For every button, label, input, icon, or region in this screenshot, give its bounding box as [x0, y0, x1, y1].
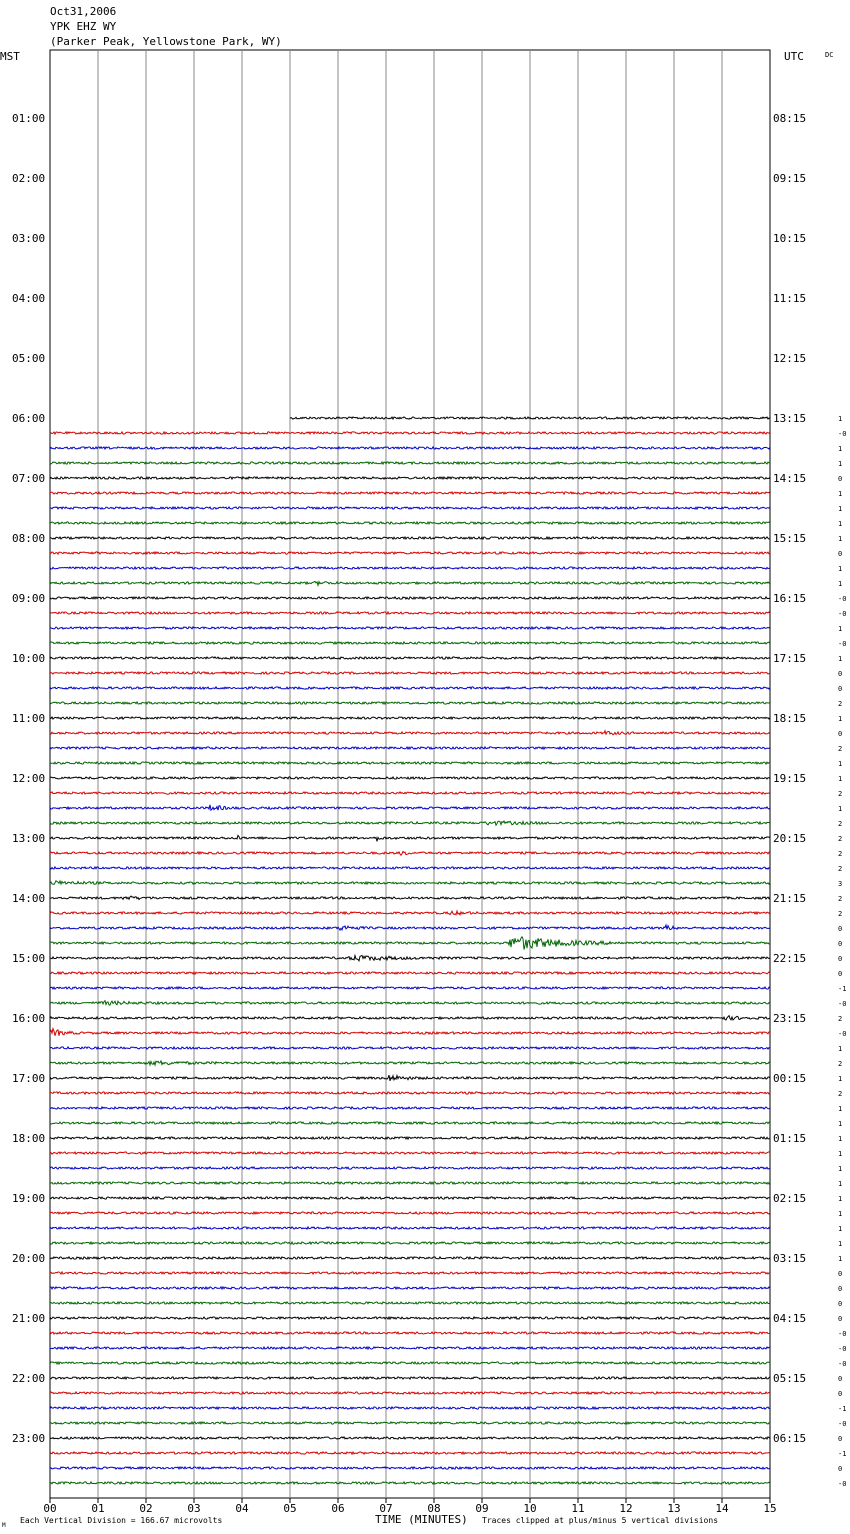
dc-offset-label: 1	[838, 415, 843, 423]
trace-row	[50, 925, 770, 930]
x-tick-label: 03	[187, 1502, 201, 1515]
trace-row	[50, 1016, 770, 1020]
dc-offset-label: 0	[838, 1285, 843, 1293]
left-hour-label: 17:00	[12, 1072, 46, 1085]
dc-offset-label: 2	[838, 1090, 843, 1098]
trace-row	[50, 1212, 770, 1214]
corner-mark: M	[2, 1522, 6, 1529]
trace-row	[50, 702, 770, 704]
x-tick-label: 08	[427, 1502, 441, 1515]
dc-offset-label: 0	[838, 730, 843, 738]
right-hour-label: 13:15	[773, 412, 807, 425]
trace-row	[50, 1001, 770, 1006]
trace-row	[50, 867, 770, 869]
trace-row	[50, 937, 770, 950]
left-hour-label: 03:00	[12, 232, 46, 245]
trace-group	[50, 417, 770, 1484]
right-hour-label: 01:15	[773, 1132, 807, 1145]
right-hour-label: 20:15	[773, 832, 807, 845]
dc-offset-label: 1	[838, 505, 843, 513]
dc-offset-label: -0	[838, 1330, 847, 1338]
dc-offset-label: 2	[838, 700, 843, 708]
footer-scale-note: Each Vertical Division = 166.67 microvolts	[20, 1516, 223, 1525]
left-hour-label: 06:00	[12, 412, 46, 425]
left-hour-label: 01:00	[12, 112, 46, 125]
trace-row	[50, 597, 770, 599]
plot-frame	[50, 50, 770, 1498]
trace-row	[50, 1029, 770, 1036]
x-axis-label: TIME (MINUTES)	[375, 1513, 468, 1526]
left-hour-label: 08:00	[12, 532, 46, 545]
dc-offset-label: 1	[838, 1120, 843, 1128]
dc-offset-label: -0	[838, 430, 847, 438]
trace-row	[50, 1392, 770, 1394]
trace-row	[50, 1437, 770, 1439]
dc-offset-label: 2	[838, 1015, 843, 1023]
x-tick-label: 07	[379, 1502, 393, 1515]
dc-offset-label: 1	[838, 535, 843, 543]
trace-row	[50, 805, 770, 810]
trace-row	[50, 911, 770, 915]
dc-offset-label: -0	[838, 1480, 847, 1488]
left-hour-label: 15:00	[12, 952, 46, 965]
left-hour-label: 23:00	[12, 1432, 46, 1445]
right-hour-label: 04:15	[773, 1312, 807, 1325]
trace-row	[50, 1047, 770, 1049]
trace-row	[50, 492, 770, 494]
trace-row	[50, 821, 770, 825]
dc-offset-label: -1	[838, 1450, 847, 1458]
dc-offset-label: 1	[838, 1195, 843, 1203]
dc-offset-label: -0	[838, 595, 847, 603]
right-hour-label: 08:15	[773, 112, 807, 125]
left-hour-label: 20:00	[12, 1252, 46, 1265]
trace-row	[50, 1422, 770, 1424]
dc-offset-label: -0	[838, 610, 847, 618]
right-hour-label: 15:15	[773, 532, 807, 545]
right-hour-label: 02:15	[773, 1192, 807, 1205]
trace-row	[50, 1137, 770, 1139]
trace-row	[50, 731, 770, 735]
left-hour-label: 10:00	[12, 652, 46, 665]
dc-offset-label: 1	[838, 1150, 843, 1158]
dc-offset-label: 3	[838, 880, 843, 888]
left-hour-label: 07:00	[12, 472, 46, 485]
footer-clip-note: Traces clipped at plus/minus 5 vertical divisions	[482, 1516, 719, 1525]
trace-row	[50, 1197, 770, 1199]
dc-offset-label: 1	[838, 715, 843, 723]
dc-offset-label: 0	[838, 955, 843, 963]
dc-offset-label: 0	[838, 1375, 843, 1383]
right-hour-label: 14:15	[773, 472, 807, 485]
grid	[50, 50, 770, 1503]
x-tick-label: 04	[235, 1502, 249, 1515]
left-hour-label: 09:00	[12, 592, 46, 605]
trace-row	[50, 432, 770, 434]
dc-offset-label: -1	[838, 1405, 847, 1413]
right-hour-label: 16:15	[773, 592, 807, 605]
trace-row	[50, 522, 770, 524]
dc-offset-label: 1	[838, 445, 843, 453]
trace-row	[50, 777, 770, 779]
trace-row	[50, 462, 770, 464]
trace-row	[50, 507, 770, 509]
trace-row	[50, 1152, 770, 1154]
right-hour-label: 11:15	[773, 292, 807, 305]
trace-row	[50, 1227, 770, 1229]
x-tick-label: 06	[331, 1502, 345, 1515]
trace-row	[50, 672, 770, 674]
dc-offset-label: 1	[838, 490, 843, 498]
axis-labels	[0, 50, 846, 1529]
left-hour-label: 22:00	[12, 1372, 46, 1385]
dc-offset-label: 2	[838, 850, 843, 858]
dc-offset-label: 1	[838, 775, 843, 783]
trace-row	[50, 1482, 770, 1484]
dc-offset-label: -1	[838, 985, 847, 993]
x-tick-label: 12	[619, 1502, 633, 1515]
left-hour-label: 14:00	[12, 892, 46, 905]
x-tick-label: 15	[763, 1502, 777, 1515]
dc-offset-label: 1	[838, 1105, 843, 1113]
trace-row	[50, 987, 770, 989]
x-tick-label: 05	[283, 1502, 297, 1515]
left-hour-label: 19:00	[12, 1192, 46, 1205]
dc-offset-label: 1	[838, 1165, 843, 1173]
right-hour-label: 23:15	[773, 1012, 807, 1025]
dc-offset-label: 0	[838, 1270, 843, 1278]
dc-offset-label: 1	[838, 520, 843, 528]
dc-offset-label: 1	[838, 1135, 843, 1143]
dc-offset-label: 2	[838, 790, 843, 798]
trace-row	[50, 1075, 770, 1081]
trace-row	[50, 447, 770, 449]
trace-row	[50, 1317, 770, 1319]
trace-row	[50, 537, 770, 539]
left-hour-label: 18:00	[12, 1132, 46, 1145]
trace-row	[50, 552, 770, 554]
trace-row	[50, 747, 770, 749]
trace-row	[50, 1092, 770, 1094]
dc-offset-label: -0	[838, 1345, 847, 1353]
dc-offset-label: 2	[838, 820, 843, 828]
trace-row	[50, 687, 770, 689]
trace-row	[50, 1182, 770, 1184]
right-hour-label: 18:15	[773, 712, 807, 725]
dc-offset-label: 1	[838, 805, 843, 813]
x-tick-label: 00	[43, 1502, 57, 1515]
left-hour-label: 16:00	[12, 1012, 46, 1025]
dc-offset-label: 2	[838, 895, 843, 903]
trace-row	[50, 1122, 770, 1124]
dc-offset-label: 1	[838, 655, 843, 663]
trace-row	[50, 1452, 770, 1454]
dc-offset-label: -0	[838, 1360, 847, 1368]
header-date: Oct31,2006	[50, 5, 117, 18]
left-hour-label: 13:00	[12, 832, 46, 845]
trace-row	[50, 1467, 770, 1469]
trace-row	[50, 792, 770, 794]
right-hour-label: 12:15	[773, 352, 807, 365]
dc-offset-label: 2	[838, 1060, 843, 1068]
dc-offset-label: 0	[838, 1390, 843, 1398]
right-hour-label: 03:15	[773, 1252, 807, 1265]
dc-offset-label: 1	[838, 1210, 843, 1218]
trace-row	[50, 1302, 770, 1304]
left-hour-label: 12:00	[12, 772, 46, 785]
dc-offset-label: 1	[838, 1045, 843, 1053]
trace-row	[50, 1407, 770, 1409]
dc-offset-label: 2	[838, 835, 843, 843]
dc-offset-label: 0	[838, 925, 843, 933]
right-hour-label: 05:15	[773, 1372, 807, 1385]
dc-offset-label: 1	[838, 1225, 843, 1233]
trace-row	[50, 567, 770, 569]
trace-row	[50, 627, 770, 629]
dc-offset-label: 1	[838, 1180, 843, 1188]
dc-offset-label: 0	[838, 475, 843, 483]
dc-offset-label: 0	[838, 970, 843, 978]
trace-row	[50, 851, 770, 855]
dc-offset-label: -0	[838, 1000, 847, 1008]
dc-offset-label: -0	[838, 1030, 847, 1038]
dc-offset-label: 1	[838, 460, 843, 468]
trace-row	[50, 1242, 770, 1244]
trace-row	[50, 762, 770, 764]
trace-row	[50, 1257, 770, 1259]
trace-row	[50, 1332, 770, 1334]
dc-offset-label: 0	[838, 670, 843, 678]
dc-offset-label: 2	[838, 745, 843, 753]
right-hour-label: 17:15	[773, 652, 807, 665]
trace-row	[50, 581, 770, 585]
dc-offset-label: 1	[838, 1240, 843, 1248]
x-tick-label: 14	[715, 1502, 729, 1515]
x-tick-label: 10	[523, 1502, 537, 1515]
dc-offset-label: 0	[838, 685, 843, 693]
trace-row	[50, 657, 770, 659]
right-hour-label: 19:15	[773, 772, 807, 785]
dc-offset-label: 0	[838, 1300, 843, 1308]
trace-row	[50, 1362, 770, 1364]
trace-row	[50, 612, 770, 614]
trace-row	[50, 955, 770, 960]
header-station: YPK EHZ WY	[50, 20, 117, 33]
trace-row	[50, 1272, 770, 1274]
dc-offset-label: 0	[838, 550, 843, 558]
left-hour-label: 11:00	[12, 712, 46, 725]
x-tick-label: 11	[571, 1502, 585, 1515]
dc-offset-label: 0	[838, 1465, 843, 1473]
trace-row	[50, 1167, 770, 1169]
header-location: (Parker Peak, Yellowstone Park, WY)	[50, 35, 282, 48]
x-tick-label: 02	[139, 1502, 153, 1515]
left-hour-label: 21:00	[12, 1312, 46, 1325]
x-tick-label: 01	[91, 1502, 105, 1515]
right-hour-label: 10:15	[773, 232, 807, 245]
trace-row	[50, 1287, 770, 1289]
left-hour-label: 02:00	[12, 172, 46, 185]
trace-row	[50, 1377, 770, 1379]
left-hour-label: 04:00	[12, 292, 46, 305]
left-hour-label: 05:00	[12, 352, 46, 365]
dc-offset-label: 1	[838, 625, 843, 633]
right-timezone-label: UTC	[784, 50, 804, 63]
dc-offset-label: 0	[838, 940, 843, 948]
right-hour-label: 09:15	[773, 172, 807, 185]
dc-offset-label: 1	[838, 760, 843, 768]
trace-row	[50, 1061, 770, 1065]
dc-offset-label: 1	[838, 580, 843, 588]
left-timezone-label: MST	[0, 50, 20, 63]
dc-offset-label: -0	[838, 1420, 847, 1428]
trace-row	[50, 642, 770, 644]
trace-row	[50, 835, 770, 841]
trace-row	[50, 896, 770, 899]
trace-row	[50, 1107, 770, 1109]
dc-label: DC	[825, 51, 834, 59]
dc-offset-label: 2	[838, 865, 843, 873]
trace-row	[50, 477, 770, 479]
dc-offset-label: 2	[838, 910, 843, 918]
right-hour-label: 00:15	[773, 1072, 807, 1085]
dc-offset-label: 1	[838, 565, 843, 573]
dc-offset-label: 1	[838, 1255, 843, 1263]
dc-offset-label: 0	[838, 1435, 843, 1443]
x-tick-label: 13	[667, 1502, 681, 1515]
x-tick-label: 09	[475, 1502, 489, 1515]
dc-offset-label: 0	[838, 1315, 843, 1323]
trace-row	[50, 972, 770, 974]
right-hour-label: 21:15	[773, 892, 807, 905]
trace-row	[50, 881, 770, 885]
right-hour-label: 06:15	[773, 1432, 807, 1445]
trace-row	[50, 1347, 770, 1349]
dc-offset-label: -0	[838, 640, 847, 648]
right-hour-label: 22:15	[773, 952, 807, 965]
trace-row	[50, 717, 770, 719]
dc-offset-label: 1	[838, 1075, 843, 1083]
